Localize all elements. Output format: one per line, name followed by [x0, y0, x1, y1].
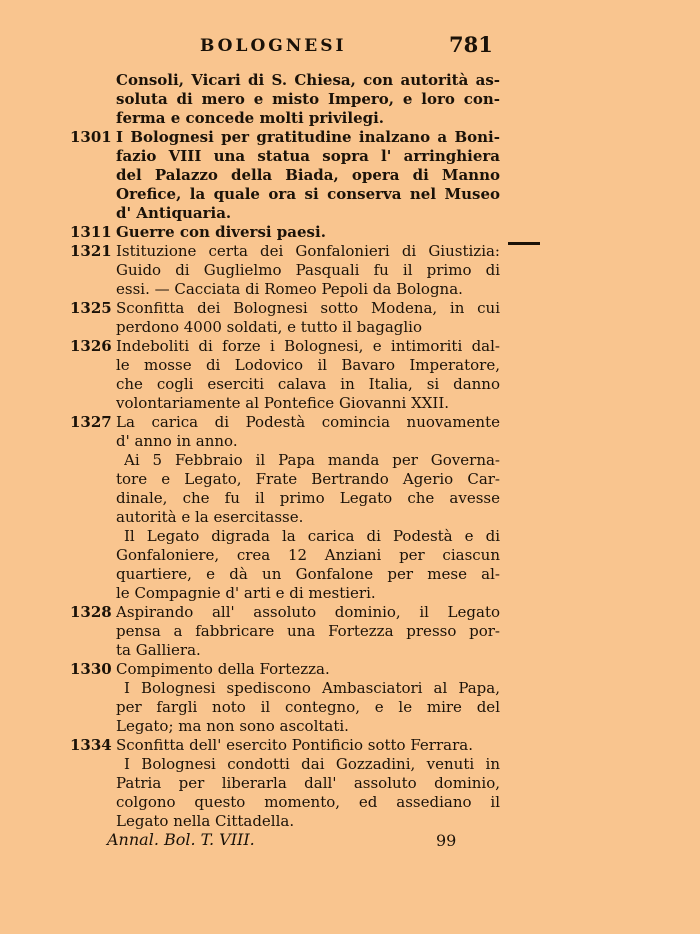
entry-text-line: Orefice, la quale ora si conserva nel Museo	[116, 185, 500, 203]
chronology-entry	[0, 299, 700, 337]
signature-mark: Annal. Bol. T. VIII.	[107, 830, 255, 849]
entry-text-line: essi. — Cacciata di Romeo Pepoli da Bologna.	[116, 280, 463, 298]
entry-text-line: I Bolognesi spediscono Ambasciatori al Papa,	[124, 679, 500, 697]
sheet-number: 99	[436, 831, 457, 850]
chronology-entry	[0, 242, 700, 299]
entry-year: 1326	[70, 337, 112, 355]
chronology-entry	[0, 128, 700, 223]
entry-year: 1325	[70, 299, 112, 317]
entry-text-line: autorità e la esercitasse.	[116, 508, 304, 526]
chronology-entry	[0, 736, 700, 831]
entry-text-line: le mosse di Lodovico il Bavaro Imperatore,	[116, 356, 500, 374]
entry-text-line: d' Antiquaria.	[116, 204, 232, 222]
entry-text-line: volontariamente al Pontefice Giovanni XXII.	[116, 394, 450, 412]
entry-text-line: quartiere, e dà un Gonfalone per mese al-	[116, 565, 500, 583]
entry-text-line: Il Legato digrada la carica di Podestà e di	[124, 527, 500, 545]
entry-text-line: per fargli noto il contegno, e le mire del	[116, 698, 500, 716]
entry-text-line: I Bolognesi per gratitudine inalzano a Boni-	[116, 128, 500, 146]
chronology-entry	[0, 337, 700, 413]
entry-text-line: tore e Legato, Frate Bertrando Agerio Car-	[116, 470, 500, 488]
entry-year: 1328	[70, 603, 112, 621]
entry-text-line: pensa a fabbricare una Fortezza presso por-	[116, 622, 500, 640]
entry-text-line: Indeboliti di forze i Bolognesi, e intimoriti dal-	[116, 337, 500, 355]
entry-year: 1301	[70, 128, 112, 146]
entry-text-line: soluta di mero e misto Impero, e loro con-	[116, 90, 500, 108]
entry-text-line: colgono questo momento, ed assediano il	[116, 793, 500, 811]
entry-text-line: le Compagnie d' arti e di mestieri.	[116, 584, 376, 602]
entry-text-line: Guido di Guglielmo Pasquali fu il primo di	[116, 261, 500, 279]
chronology-entry	[0, 603, 700, 660]
chronology-entry	[0, 660, 700, 736]
entry-text-line: Sconfitta dei Bolognesi sotto Modena, in cui	[116, 299, 500, 317]
entry-text-line: Istituzione certa dei Gonfalonieri di Giustizia:	[116, 242, 500, 260]
entry-text-line: Sconfitta dell' esercito Pontificio sotto Ferrara.	[116, 736, 473, 754]
entry-year: 1327	[70, 413, 112, 431]
entry-text-line: ferma e concede molti privilegi.	[116, 109, 385, 127]
entry-text-line: perdono 4000 soldati, e tutto il bagaglio	[116, 318, 422, 336]
entry-text-line: del Palazzo della Biada, opera di Manno	[116, 166, 500, 184]
chronology-entry	[0, 223, 700, 242]
chronology-entry	[0, 71, 700, 128]
entry-text-line: d' anno in anno.	[116, 432, 238, 450]
entry-text-line: Aspirando all' assoluto dominio, il Legato	[116, 603, 500, 621]
running-head-title: BOLOGNESI	[200, 36, 347, 56]
entry-text-line: Gonfaloniere, crea 12 Anziani per ciascun	[116, 546, 500, 564]
chronology-entry	[0, 413, 700, 603]
entry-text-line: I Bolognesi condotti dai Gozzadini, venuti in	[124, 755, 500, 773]
entry-text-line: fazio VIII una statua sopra l' arringhiera	[116, 147, 500, 165]
entry-year: 1321	[70, 242, 112, 260]
entry-text-line: Legato nella Cittadella.	[116, 812, 295, 830]
entry-text-line: che cogli eserciti calava in Italia, si danno	[116, 375, 500, 393]
entry-text-line: Legato; ma non sono ascoltati.	[116, 717, 349, 735]
entry-text-line: La carica di Podestà comincia nuovamente	[116, 413, 500, 431]
entry-year: 1334	[70, 736, 112, 754]
entry-text-line: Guerre con diversi paesi.	[116, 223, 326, 241]
entry-text-line: Ai 5 Febbraio il Papa manda per Governa-	[124, 451, 500, 469]
entry-text-line: Patria per liberarla dall' assoluto dominio,	[116, 774, 500, 792]
entry-text-line: Compimento della Fortezza.	[116, 660, 330, 678]
entry-text-line: Consoli, Vicari di S. Chiesa, con autorità as-	[116, 71, 500, 89]
entry-text-line: dinale, che fu il primo Legato che avesse	[116, 489, 500, 507]
chronology-entries	[0, 71, 700, 831]
page-number: 781	[449, 32, 493, 57]
entry-text-line: ta Galliera.	[116, 641, 201, 659]
entry-year: 1330	[70, 660, 112, 678]
entry-year: 1311	[70, 223, 112, 241]
